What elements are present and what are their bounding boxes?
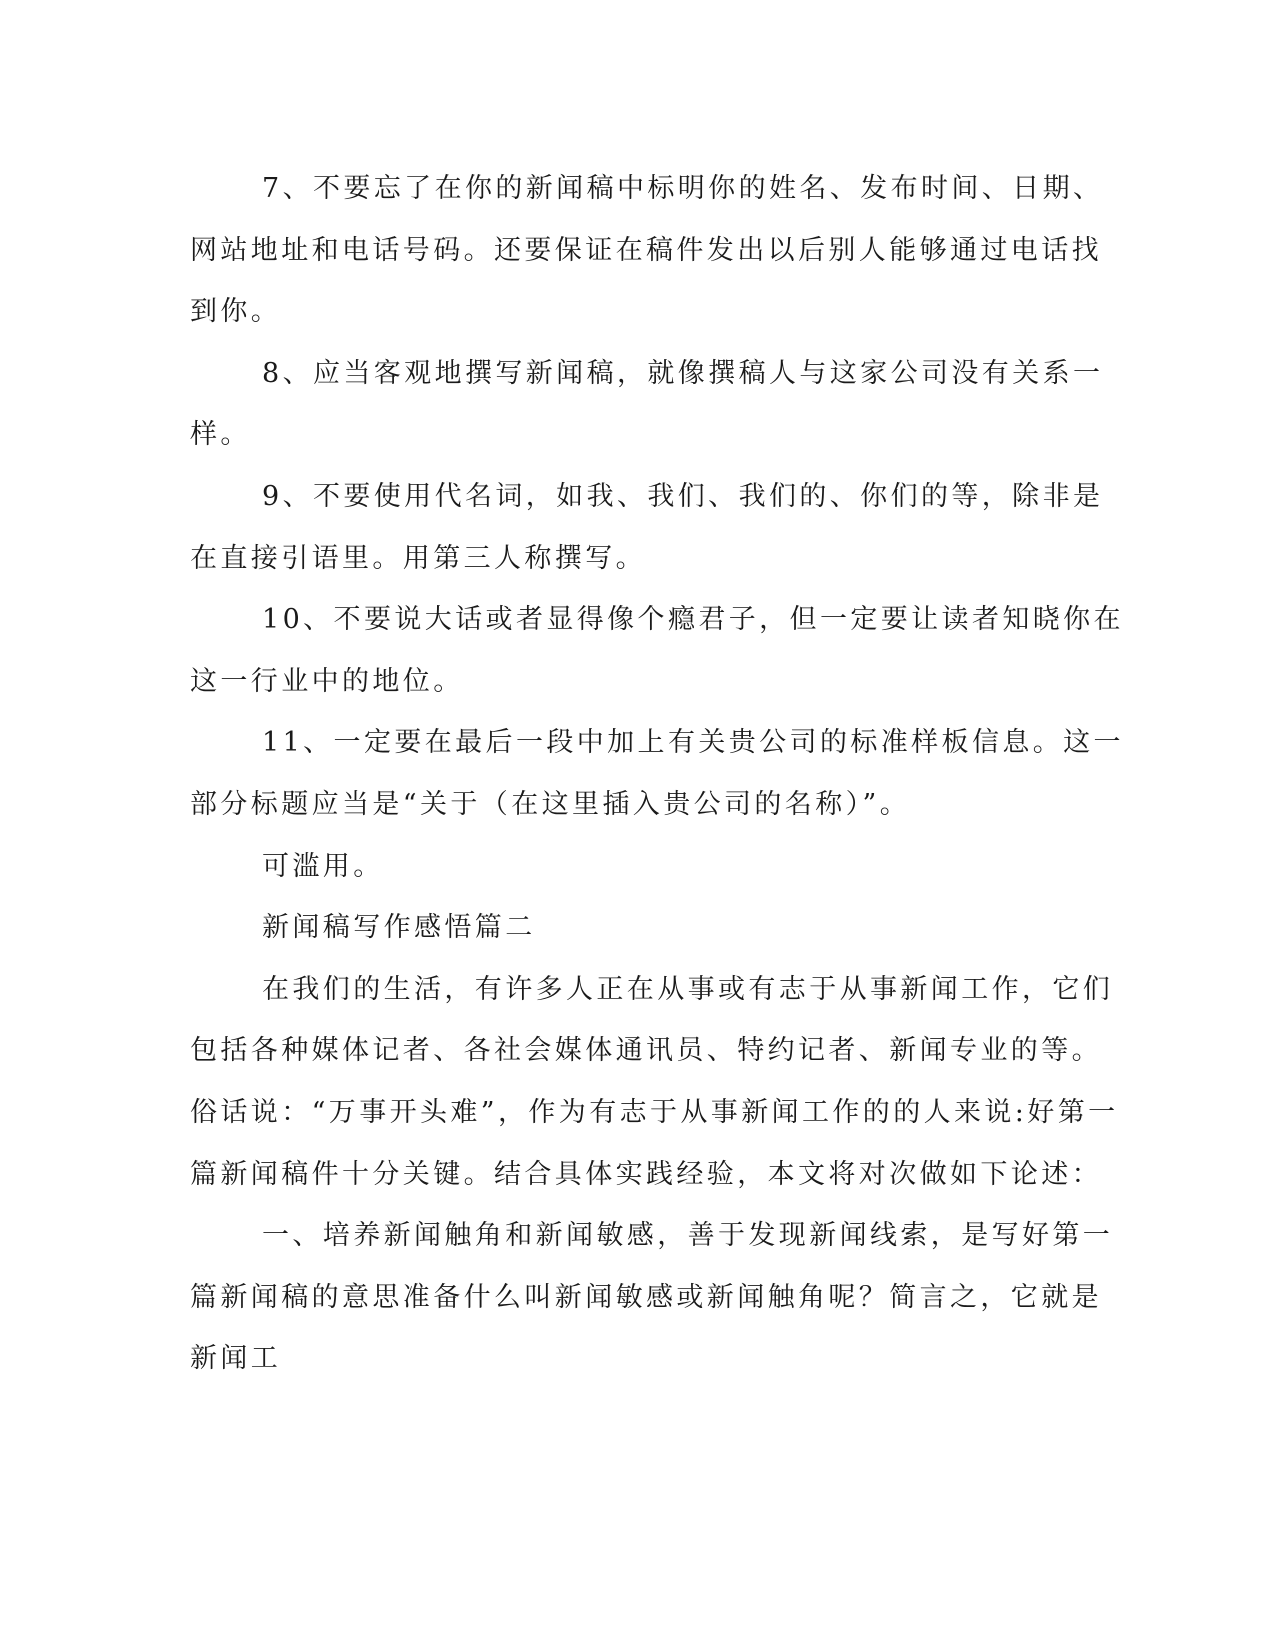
- paragraph-line: 新闻工: [190, 1343, 282, 1375]
- paragraph-line: 样。: [190, 419, 251, 451]
- paragraph-line: 7、不要忘了在你的新闻稿中标明你的姓名、发布时间、日期、: [262, 173, 1104, 204]
- paragraph-line: 11、一定要在最后一段中加上有关贵公司的标准样板信息。这一: [262, 727, 1124, 759]
- paragraph-line: 9、不要使用代名词，如我、我们、我们的、你们的等，除非是: [262, 480, 1104, 512]
- paragraph-line: 8、应当客观地撰写新闻稿，就像撰稿人与这家公司没有关系一: [262, 357, 1104, 389]
- paragraph-line: 俗话说：“万事开头难”，作为有志于从事新闻工作的的人来说:好第一: [190, 1096, 1119, 1128]
- paragraph-line: 在我们的生活，有许多人正在从事或有志于从事新闻工作，它们: [262, 973, 1114, 1005]
- paragraph-line: 这一行业中的地位。: [190, 665, 464, 697]
- paragraph-line: 网站地址和电话号码。还要保证在稿件发出以后别人能够通过电话找: [190, 234, 1102, 266]
- paragraph-line: 篇新闻稿件十分关键。结合具体实践经验，本文将对次做如下论述：: [190, 1158, 1102, 1190]
- paragraph-line: 10、不要说大话或者显得像个瘾君子，但一定要让读者知晓你在: [262, 604, 1124, 636]
- paragraph-line: 包括各种媒体记者、各社会媒体通讯员、特约记者、新闻专业的等。: [190, 1035, 1102, 1067]
- paragraph-line: 在直接引语里。用第三人称撰写。: [190, 542, 646, 574]
- paragraph-line: 到你。: [190, 296, 282, 328]
- document-body: [190, 158, 1124, 1390]
- section-heading: 新闻稿写作感悟篇二: [262, 912, 536, 944]
- paragraph-line: 部分标题应当是“关于（在这里插入贵公司的名称）”。: [190, 788, 911, 820]
- paragraph-line: 可滥用。: [262, 850, 384, 882]
- paragraph-line: 篇新闻稿的意思准备什么叫新闻敏感或新闻触角呢？简言之，它就是: [190, 1281, 1102, 1313]
- paragraph-line: 一、培养新闻触角和新闻敏感，善于发现新闻线索，是写好第一: [262, 1220, 1114, 1252]
